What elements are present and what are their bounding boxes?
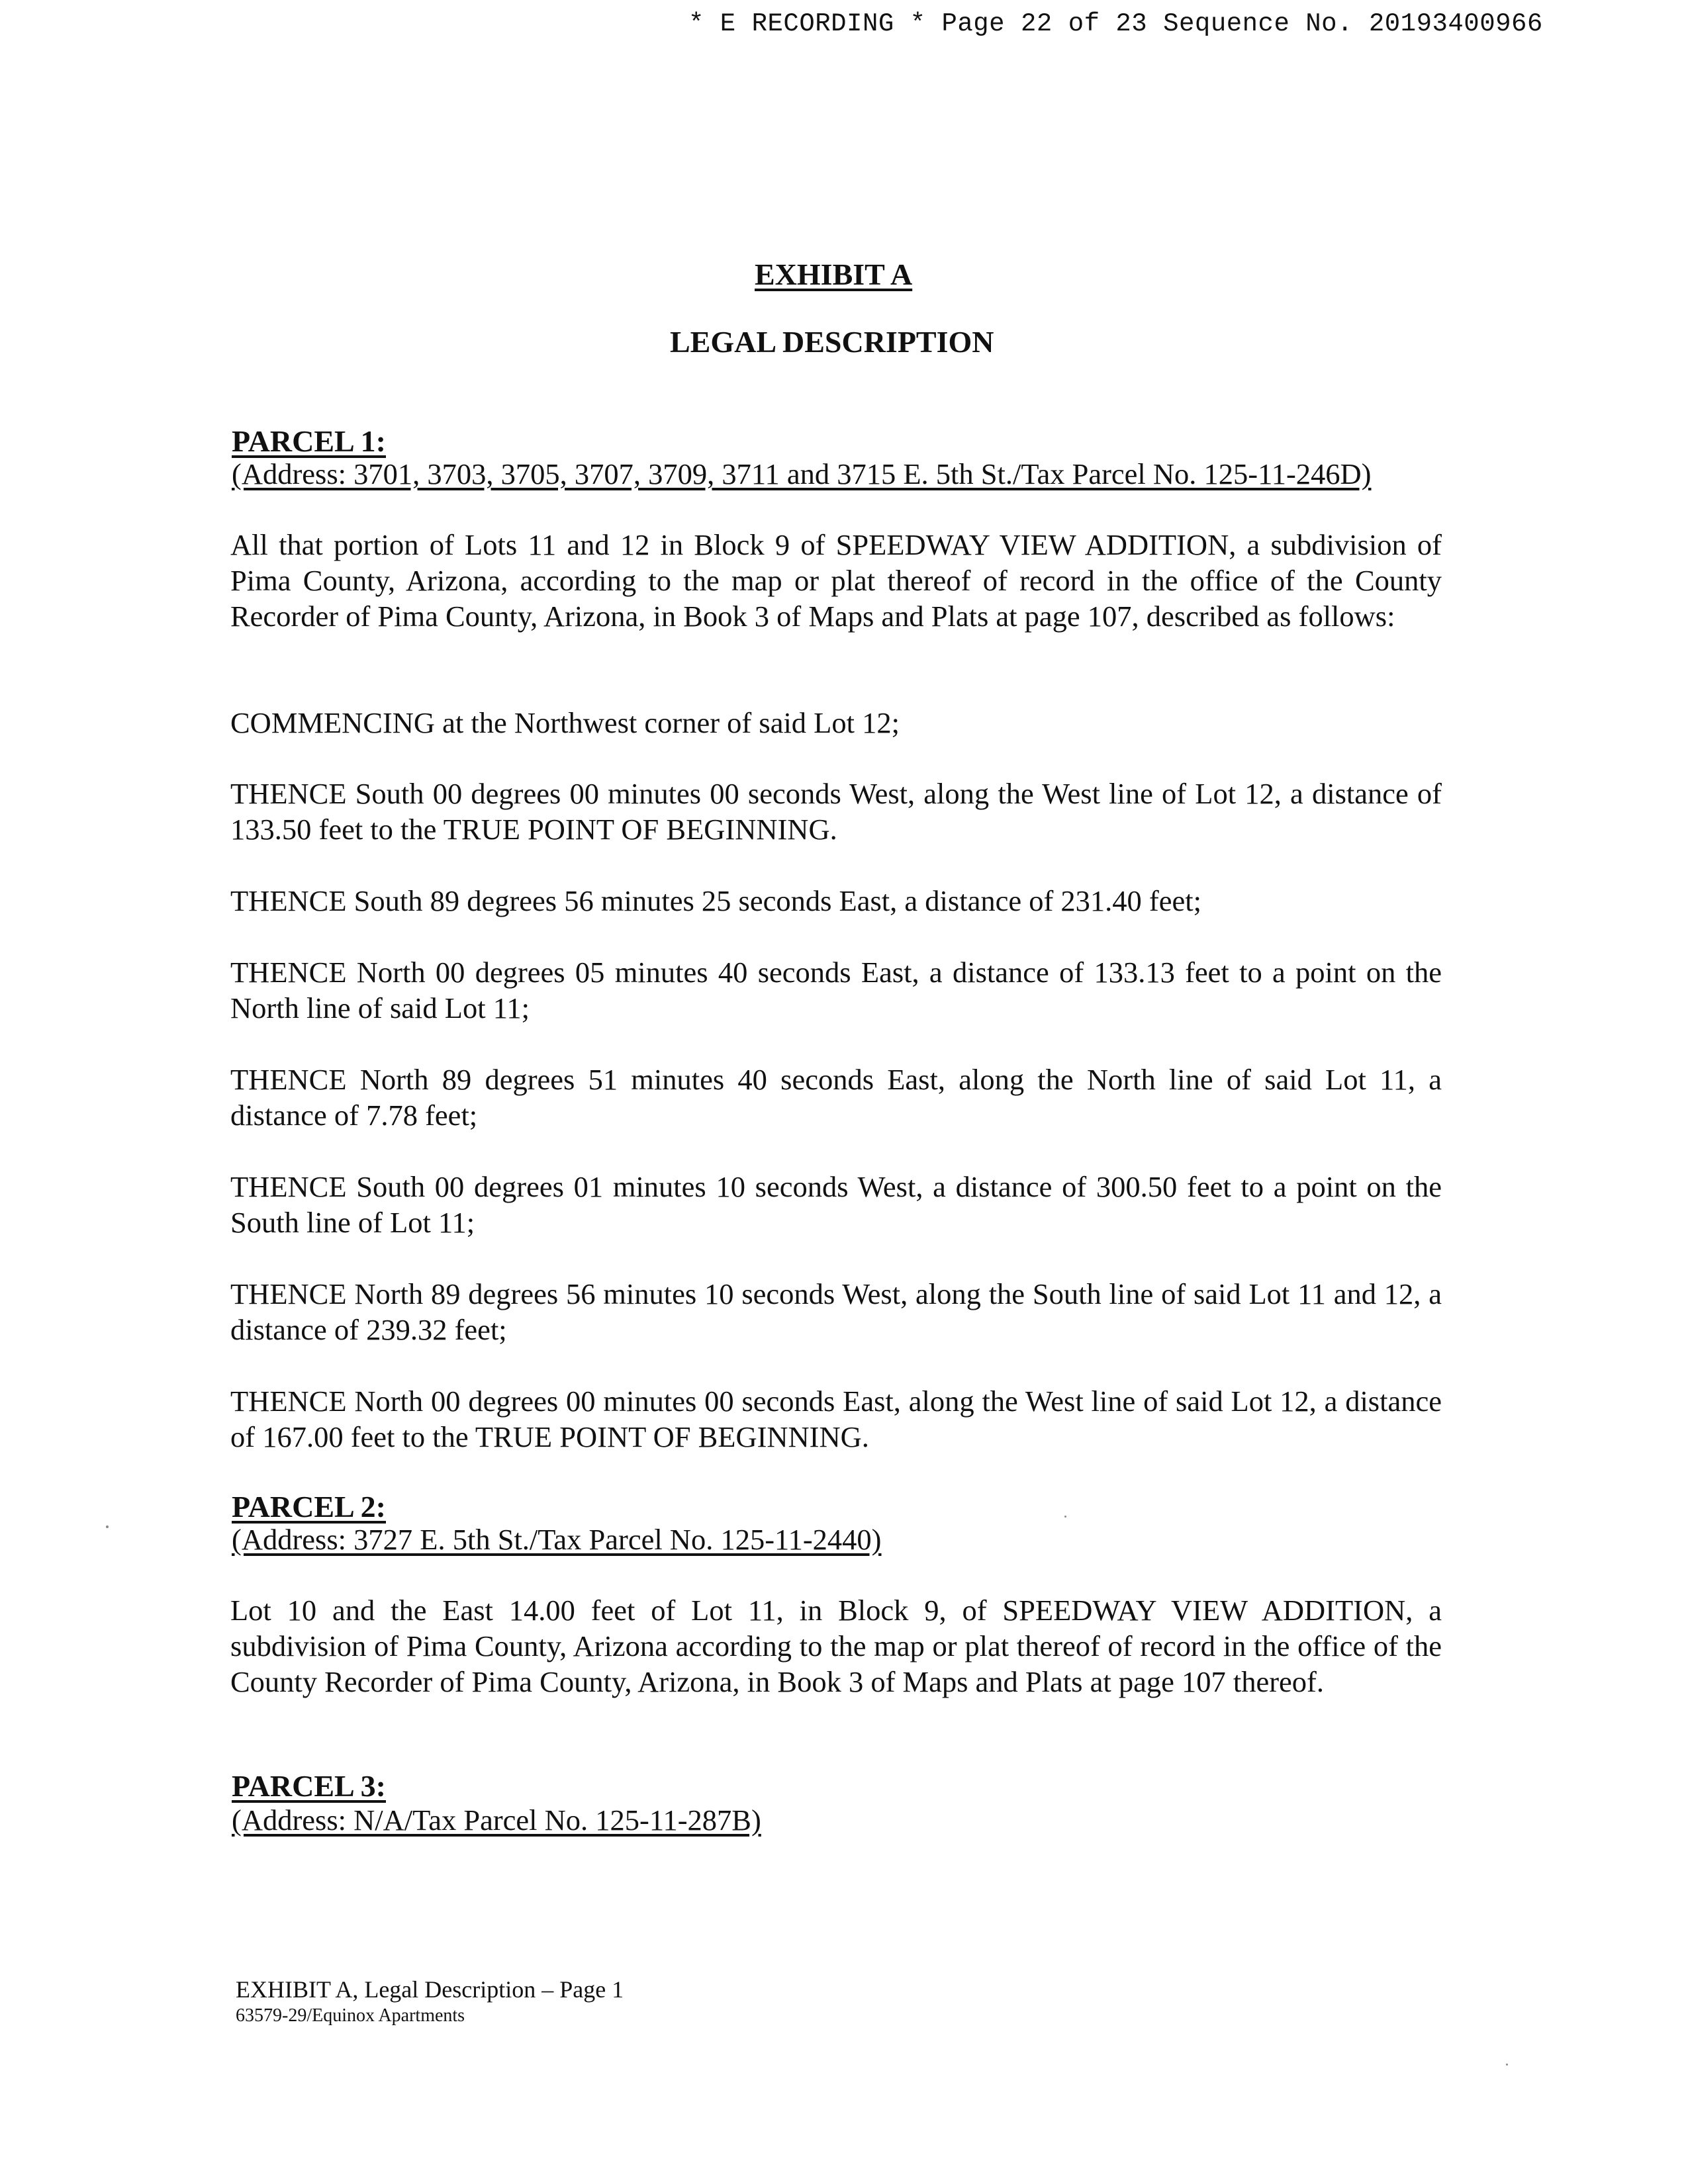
parcel-3-heading: PARCEL 3: (232, 1769, 386, 1803)
recording-header: * E RECORDING * Page 22 of 23 Sequence No. 20193400966 (688, 9, 1543, 38)
parcel-1-course-2: THENCE South 89 degrees 56 minutes 25 seconds East, a distance of 231.40 feet; (230, 884, 1201, 917)
parcel-1-course-6: THENCE North 89 degrees 56 minutes 10 seconds West, along the South line of said Lot 11 and 12, a distance of 239.32 feet; (230, 1277, 1442, 1346)
parcel-1-course-3: THENCE North 00 degrees 05 minutes 40 seconds East, a distance of 133.13 feet to a point on the North line of said Lot 11; (230, 956, 1442, 1024)
parcel-1-heading: PARCEL 1: (232, 424, 386, 458)
scan-speck (106, 1525, 109, 1528)
parcel-2-heading: PARCEL 2: (232, 1490, 386, 1524)
parcel-1-intro-paragraph: All that portion of Lots 11 and 12 in Block 9 of SPEEDWAY VIEW ADDITION, a subdivision of Pima County, Arizona, according to the map or plat thereof of record in the office of the County Recorder of Pima County, Arizona, in Book 3 of Maps and Plats at page 107, described as follows: (230, 528, 1442, 633)
parcel-1-commencing-paragraph: COMMENCING at the Northwest corner of said Lot 12; (230, 706, 900, 739)
parcel-1-address: (Address: 3701, 3703, 3705, 3707, 3709, 3711 and 3715 E. 5th St./Tax Parcel No. 125-11-246D) (232, 457, 1372, 490)
scan-speck (1064, 1516, 1066, 1518)
footer-page-label: EXHIBIT A, Legal Description – Page 1 (236, 1976, 624, 2003)
parcel-1-course-1: THENCE South 00 degrees 00 minutes 00 seconds West, along the West line of Lot 12, a distance of 133.50 feet to the TRUE POINT OF BEGINNING. (230, 777, 1442, 846)
footer-file-reference: 63579-29/Equinox Apartments (236, 2005, 465, 2026)
parcel-1-course-4: THENCE North 89 degrees 51 minutes 40 seconds East, along the North line of said Lot 11, a distance of 7.78 feet; (230, 1063, 1442, 1132)
parcel-2-paragraph: Lot 10 and the East 14.00 feet of Lot 11, in Block 9, of SPEEDWAY VIEW ADDITION, a subdivision of Pima County, Arizona according to the map or plat thereof of record in the office of the County Recorder of Pima County, Arizona, in Book 3 of Maps and Plats at page 107 thereof. (230, 1594, 1442, 1698)
scan-speck (1506, 2064, 1508, 2066)
parcel-1-course-7: THENCE North 00 degrees 00 minutes 00 seconds East, along the West line of said Lot 12, a distance of 167.00 feet to the TRUE POINT OF BEGINNING. (230, 1385, 1442, 1453)
exhibit-title: EXHIBIT A (755, 257, 913, 291)
parcel-2-address: (Address: 3727 E. 5th St./Tax Parcel No. 125-11-2440) (232, 1523, 882, 1556)
legal-description-title: LEGAL DESCRIPTION (670, 325, 994, 359)
parcel-3-address: (Address: N/A/Tax Parcel No. 125-11-287B) (232, 1803, 761, 1837)
parcel-1-course-5: THENCE South 00 degrees 01 minutes 10 seconds West, a distance of 300.50 feet to a point on the South line of Lot 11; (230, 1170, 1442, 1239)
